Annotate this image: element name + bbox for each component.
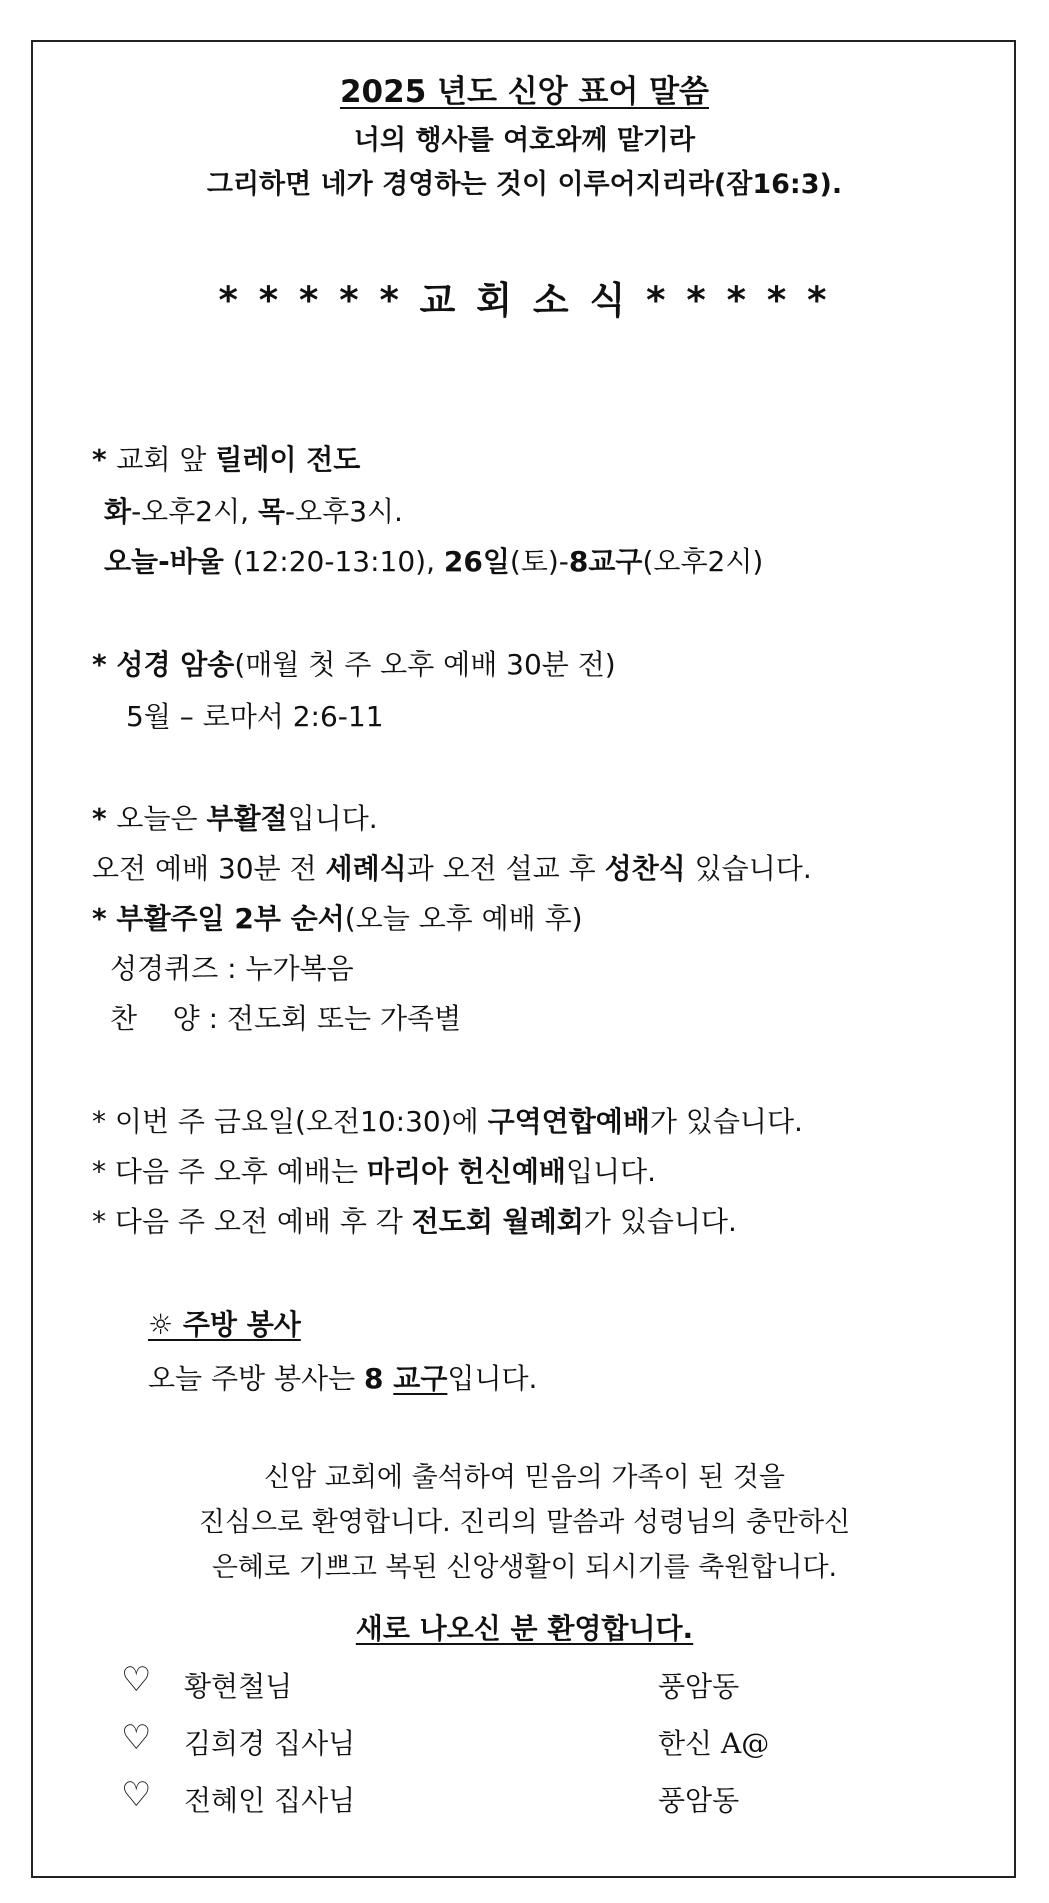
notice-2-a: * 다음 주 오후 예배는: [92, 1155, 367, 1188]
relay-title: 릴레이 전도: [215, 443, 361, 476]
kitchen-title: ☼ 주방 봉사: [148, 1308, 301, 1341]
easter-services-line: [92, 847, 812, 887]
member-place: 풍암동: [658, 1784, 740, 1817]
welcome-line-3: 은혜로 기쁘고 복된 신앙생활이 되시기를 축원합니다.: [211, 1552, 838, 1583]
relay-schedule-line: [104, 490, 403, 530]
relay-thu-time: -오후3시.: [285, 495, 403, 528]
welcome-heading: 새로 나오신 분 환영합니다.: [355, 1612, 694, 1645]
member-name: 황현철님: [184, 1670, 293, 1703]
member-name: 전혜인 집사님: [184, 1784, 356, 1817]
heart-icon: ♡: [121, 1775, 152, 1815]
notice-1-b: 구역연합예배: [487, 1105, 650, 1138]
heart-icon: ♡: [121, 1718, 152, 1758]
bullet-star: *: [92, 443, 117, 476]
communion: 성찬식: [604, 852, 686, 885]
baptism: 세례식: [325, 852, 407, 885]
relay-sat: (토)-: [509, 545, 569, 578]
notice-2-b: 마리아 헌신예배: [366, 1155, 566, 1188]
notice-1: [92, 1100, 803, 1140]
program-praise: 찬 양 : 전도회 또는 가족별: [110, 1002, 462, 1035]
notice-2-c: 입니다.: [565, 1155, 657, 1188]
notice-2: [92, 1150, 656, 1190]
recitation-note: (매월 첫 주 오후 예배 30분 전): [234, 648, 616, 681]
notice-1-c: 가 있습니다.: [649, 1105, 803, 1138]
easter-line: [92, 797, 378, 837]
notice-1-a: * 이번 주 금요일(오전10:30)에: [92, 1105, 488, 1138]
easter-l2e: 있습니다.: [685, 852, 812, 885]
kitchen-pre: 오늘 주방 봉사는: [148, 1362, 365, 1395]
heart-icon: ♡: [121, 1660, 152, 1700]
bullet-star: *: [92, 648, 117, 681]
easter-pre: 오늘은: [116, 802, 207, 835]
member-place: 한신 A@: [658, 1727, 770, 1760]
program-line: [92, 897, 583, 937]
recitation-verse: 5월 – 로마서 2:6-11: [126, 700, 384, 733]
easter-word: 부활절: [206, 802, 288, 835]
notice-3: [92, 1200, 737, 1240]
bullet-star: *: [92, 802, 117, 835]
motto-line-1: 너의 행사를 여호와께 맡기라: [353, 125, 696, 156]
recitation-title: 성경 암송: [116, 648, 235, 681]
relay-date: 26일: [443, 545, 510, 578]
welcome-line-1: 신암 교회에 출석하여 믿음의 가족이 된 것을: [264, 1462, 785, 1493]
news-heading: * * * * * 교 회 소 식 * * * * *: [218, 279, 831, 322]
program-note: (오늘 오후 예배 후): [344, 902, 583, 935]
recitation-line: [92, 643, 616, 683]
kitchen-group: 교구: [393, 1362, 448, 1395]
kitchen-num: 8: [364, 1362, 394, 1395]
program-quiz: 성경퀴즈 : 누가복음: [110, 952, 354, 985]
kitchen-line: [148, 1357, 537, 1397]
bullet-star: *: [92, 902, 117, 935]
program-title: 부활주일 2부 순서: [116, 902, 345, 935]
member-name: 김희경 집사님: [184, 1727, 356, 1760]
relay-title-line: [92, 438, 360, 478]
notice-3-c: 가 있습니다.: [583, 1205, 737, 1238]
relay-tue-time: -오후2시,: [131, 495, 258, 528]
relay-pre: 교회 앞: [116, 443, 216, 476]
relay-group-time: (오후2시): [642, 545, 764, 578]
relay-today: 오늘-바울: [104, 545, 224, 578]
easter-l2c: 과 오전 설교 후: [406, 852, 605, 885]
kitchen-post: 입니다.: [447, 1362, 538, 1395]
relay-today-time: (12:20-13:10),: [223, 545, 444, 578]
relay-thu-day: 목: [257, 495, 285, 528]
easter-post: 입니다.: [287, 802, 378, 835]
relay-today-line: [104, 540, 763, 580]
motto-line-2: 그리하면 네가 경영하는 것이 이루어지리라(잠16:3).: [206, 169, 843, 200]
member-place: 풍암동: [658, 1670, 740, 1703]
notice-3-b: 전도회 월례회: [411, 1205, 584, 1238]
easter-l2a: 오전 예배 30분 전: [92, 852, 326, 885]
notice-3-a: * 다음 주 오전 예배 후 각: [92, 1205, 412, 1238]
relay-tue-day: 화: [104, 495, 132, 528]
motto-title: 2025 년도 신앙 표어 말씀: [339, 74, 710, 110]
relay-group: 8교구: [568, 545, 643, 578]
welcome-line-2: 진심으로 환영합니다. 진리의 말씀과 성령님의 충만하신: [198, 1507, 851, 1538]
